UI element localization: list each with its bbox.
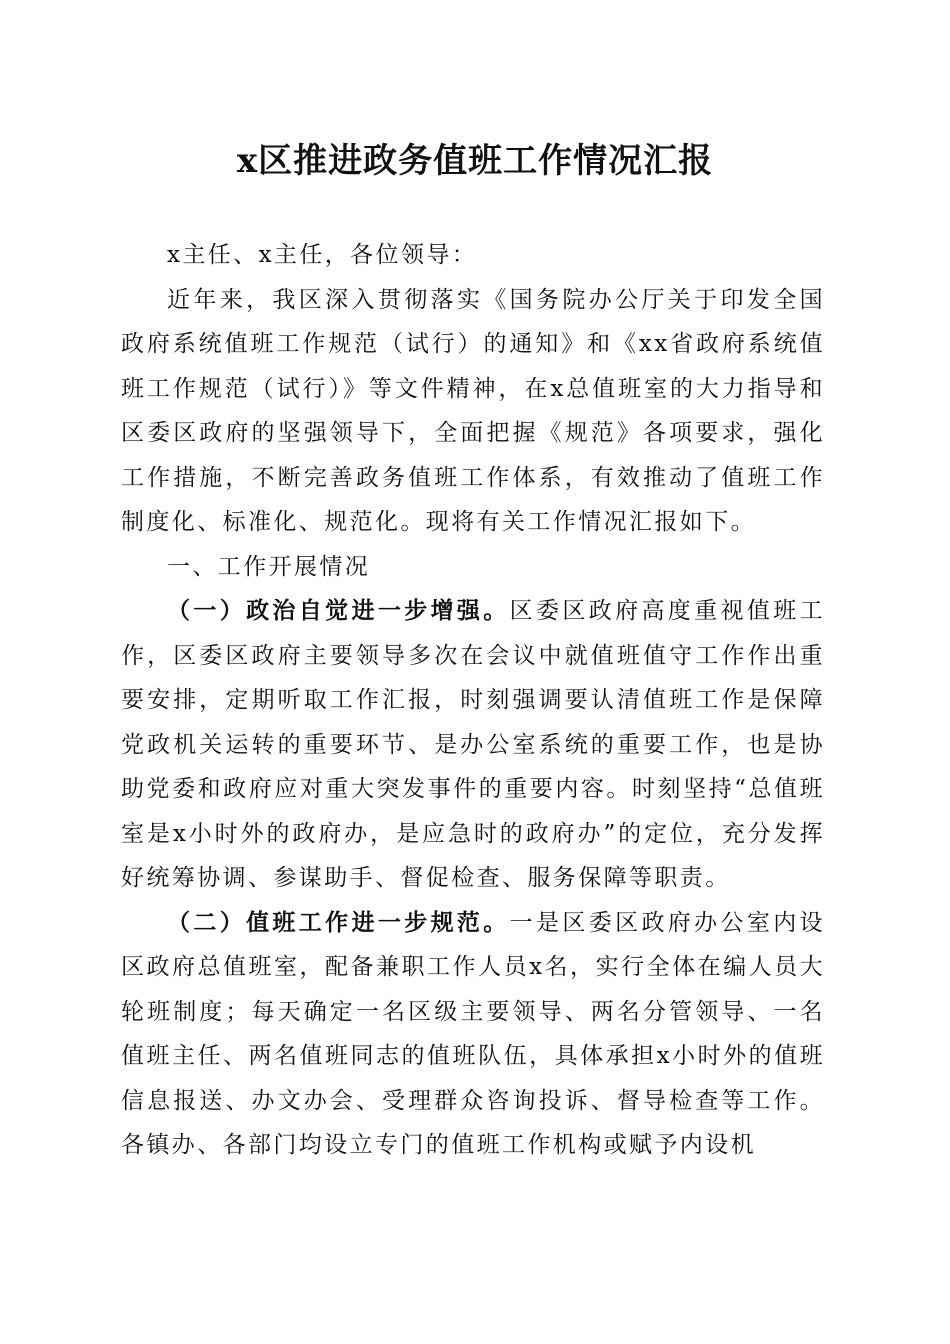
subsection-2-text: 一是区委区政府办公室内设区政府总值班室，配备兼职工作人员x名，实行全体在编人员大轮班制度；每天确定一名区级主要领导、两名分管领导、一名值班主任、两名值班同志的值班队伍，具体承担x小时外的值班信息报送、办文办会、受理群众咨询投诉、督导检查等工作。各镇办、各部门均设立专门的值班工作机构或赋予内设机 <box>121 909 825 1158</box>
document-body <box>121 233 825 1168</box>
salutation: x主任、x主任，各位领导： <box>167 242 478 268</box>
document-title: x区推进政务值班工作情况汇报 <box>236 141 714 181</box>
subsection-1-text: 区委区政府高度重视值班工作，区委区政府主要领导多次在会议中就值班值守工作作出重要安排，定期听取工作汇报，时刻强调要认清值班工作是保障党政机关运转的重要环节、是办公室系统的重要工作，也是协助党委和政府应对重大突发事件的重要内容。时刻坚持“总值班室是x小时外的政府办，是应急时的政府办”的定位，充分发挥好统筹协调、参谋助手、督促检查、服务保障等职责。 <box>121 598 825 891</box>
section-heading: 一、工作开展情况 <box>167 553 371 580</box>
intro-paragraph: 近年来，我区深入贯彻落实《国务院办公厅关于印发全国政府系统值班工作规范（试行）的通知》和《xx省政府系统值班工作规范（试行）》等文件精神，在x总值班室的大力指导和区委区政府的坚强领导下，全面把握《规范》各项要求，强化工作措施，不断完善政务值班工作体系，有效推动了值班工作制度化、标准化、规范化。现将有关工作情况汇报如下。 <box>121 286 825 535</box>
subsection-paragraph-1 <box>121 589 825 901</box>
subsection-1-lead: （一）政治自觉进一步增强。 <box>167 597 510 624</box>
subsection-2-lead: （二）值班工作进一步规范。 <box>167 908 510 936</box>
subsection-paragraph-2 <box>121 901 825 1168</box>
